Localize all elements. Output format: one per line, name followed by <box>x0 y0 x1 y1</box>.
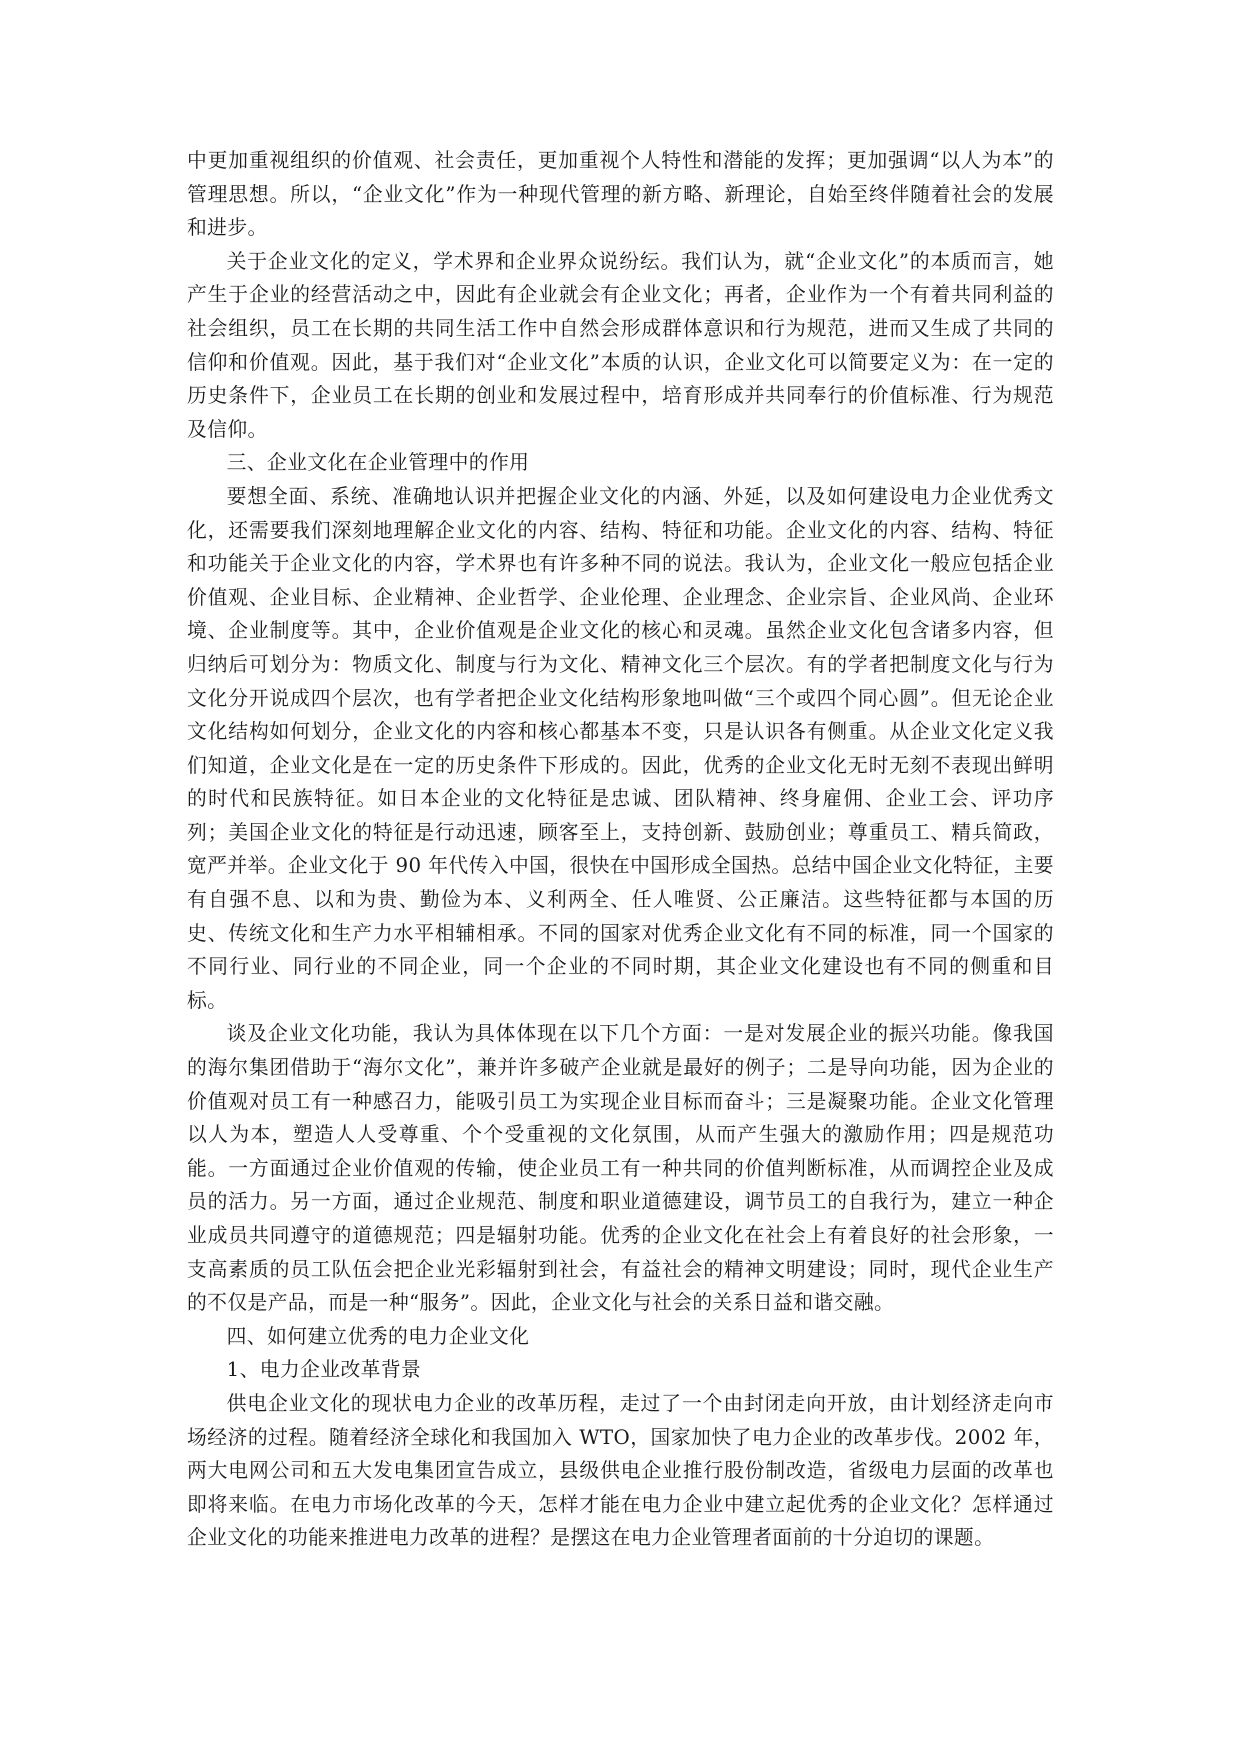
paragraph: 中更加重视组织的价值观、社会责任，更加重视个人特性和潜能的发挥；更加强调“以人为本”的管理思想。所以，“企业文化”作为一种现代管理的新方略、新理论，自始至终伴随着社会的发展和进步。 <box>187 149 1054 240</box>
document-body <box>187 144 1054 1555</box>
section-heading: 四、如何建立优秀的电力企业文化 <box>226 1324 530 1348</box>
subsection-heading: 1、电力企业改革背景 <box>226 1358 422 1382</box>
paragraph: 要想全面、系统、准确地认识并把握企业文化的内涵、外延，以及如何建设电力企业优秀文化，还需要我们深刻地理解企业文化的内容、结构、特征和功能。企业文化的内容、结构、特征和功能关于企业文化的内容，学术界也有许多种不同的说法。我认为，企业文化一般应包括企业价值观、企业目标、企业精神、企业哲学、企业伦理、企业理念、企业宗旨、企业风尚、企业环境、企业制度等。其中，企业价值观是企业文化的核心和灵魂。虽然企业文化包含诸多内容，但归纳后可划分为：物质文化、制度与行为文化、精神文化三个层次。有的学者把制度文化与行为文化分开说成四个层次，也有学者把企业文化结构形象地叫做“三个或四个同心圆”。但无论企业文化结构如何划分，企业文化的内容和核心都基本不变，只是认识各有侧重。从企业文化定义我们知道，企业文化是在一定的历史条件下形成的。因此，优秀的企业文化无时无刻不表现出鲜明的时代和民族特征。如日本企业的文化特征是忠诚、团队精神、终身雇佣、企业工会、评功序列；美国企业文化的特征是行动迅速，顾客至上，支持创新、鼓励创业；尊重员工、精兵简政，宽严并举。企业文化于 90 年代传入中国，很快在中国形成全国热。总结中国企业文化特征，主要有自强不息、以和为贵、勤俭为本、义利两全、任人唯贤、公正廉洁。这些特征都与本国的历史、传统文化和生产力水平相辅相承。不同的国家对优秀企业文化有不同的标准，同一个国家的不同行业、同行业的不同企业，同一个企业的不同时期，其企业文化建设也有不同的侧重和目标。 <box>187 484 1054 1012</box>
paragraph: 供电企业文化的现状电力企业的改革历程，走过了一个由封闭走向开放，由计划经济走向市场经济的过程。随着经济全球化和我国加入 WTO，国家加快了电力企业的改革步伐。2002 年，两大电网公司和五大发电集团宣告成立，县级供电企业推行股份制改造，省级电力层面的改革也即将来临。在电力市场化改革的今天，怎样才能在电力企业中建立起优秀的企业文化？怎样通过企业文化的功能来推进电力改革的进程？是摆这在电力企业管理者面前的十分迫切的课题。 <box>187 1391 1054 1550</box>
paragraph: 关于企业文化的定义，学术界和企业界众说纷纭。我们认为，就“企业文化”的本质而言，她产生于企业的经营活动之中，因此有企业就会有企业文化；再者，企业作为一个有着共同利益的社会组织，员工在长期的共同生活工作中自然会形成群体意识和行为规范，进而又生成了共同的信仰和价值观。因此，基于我们对“企业文化”本质的认识，企业文化可以简要定义为：在一定的历史条件下，企业员工在长期的创业和发展过程中，培育形成并共同奉行的价值标准、行为规范及信仰。 <box>187 249 1054 441</box>
paragraph: 谈及企业文化功能，我认为具体体现在以下几个方面：一是对发展企业的振兴功能。像我国的海尔集团借助于“海尔文化”，兼并许多破产企业就是最好的例子；二是导向功能，因为企业的价值观对员工有一种感召力，能吸引员工为实现企业目标而奋斗；三是凝聚功能。企业文化管理以人为本，塑造人人受尊重、个个受重视的文化氛围，从而产生强大的激励作用；四是规范功能。一方面通过企业价值观的传输，使企业员工有一种共同的价值判断标准，从而调控企业及成员的活力。另一方面，通过企业规范、制度和职业道德建设，调节员工的自我行为，建立一种企业成员共同遵守的道德规范；四是辐射功能。优秀的企业文化在社会上有着良好的社会形象，一支高素质的员工队伍会把企业光彩辐射到社会，有益社会的精神文明建设；同时，现代企业生产的不仅是产品，而是一种“服务”。因此，企业文化与社会的关系日益和谐交融。 <box>187 1022 1054 1315</box>
section-heading: 三、企业文化在企业管理中的作用 <box>226 451 530 475</box>
